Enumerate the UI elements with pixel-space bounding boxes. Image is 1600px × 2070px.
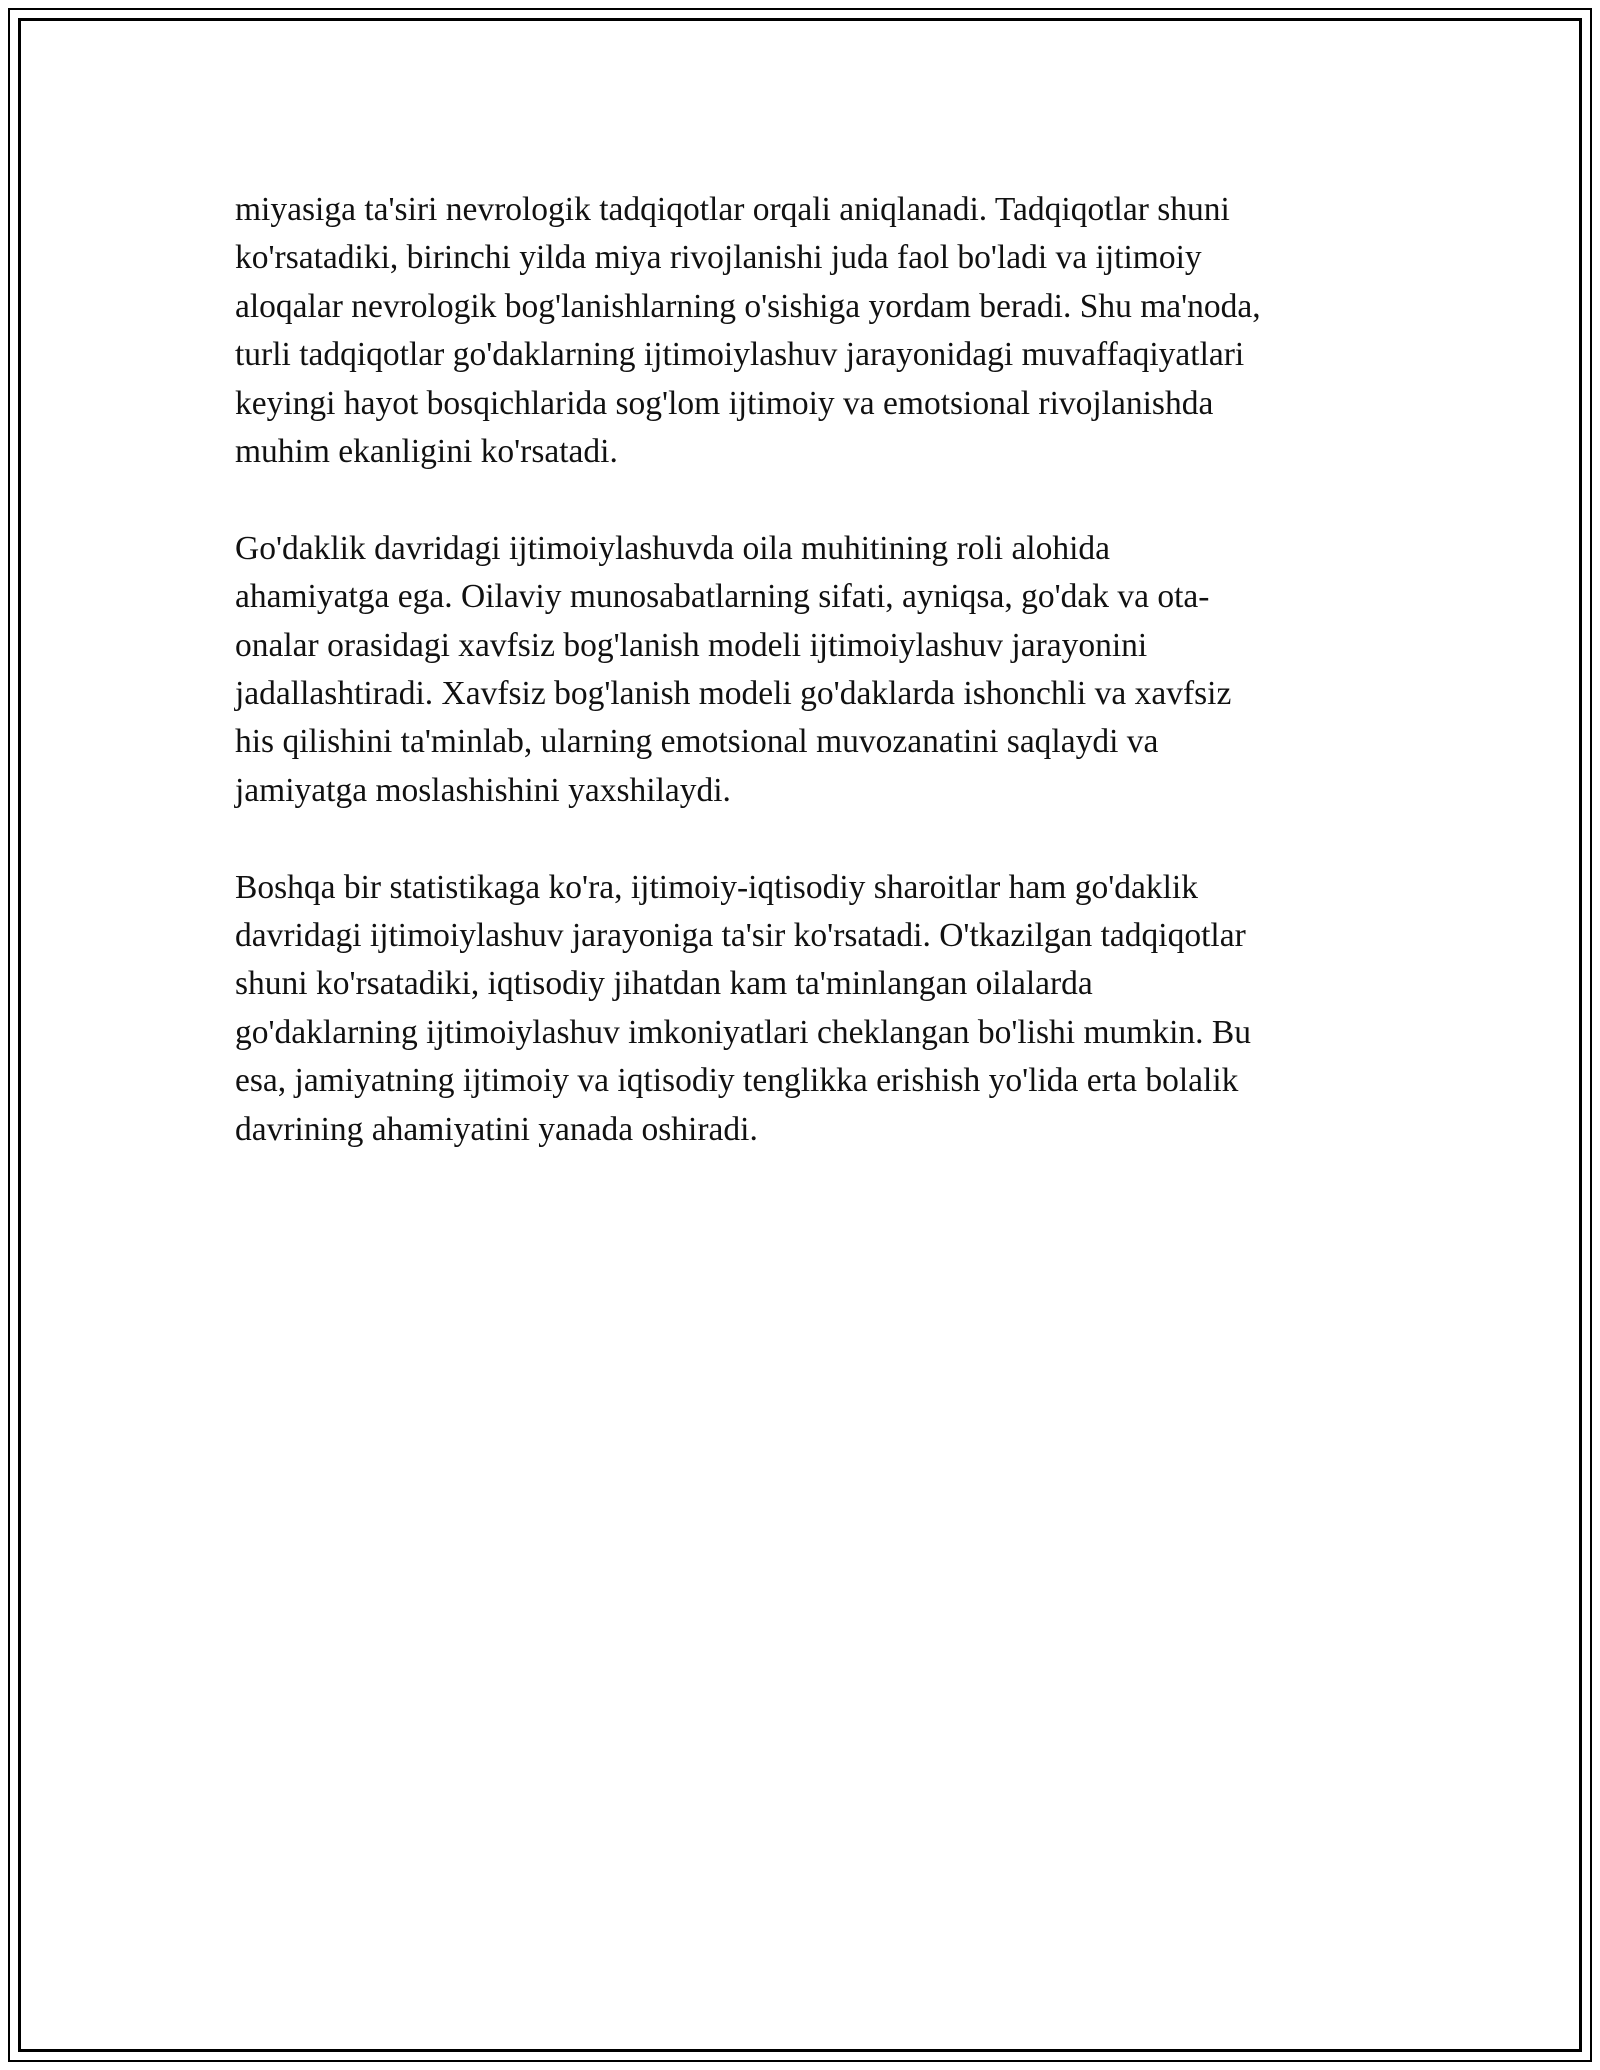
document-body [235, 186, 1365, 1202]
paragraph-2: Go'daklik davridagi ijtimoiylashuvda oila muhitining roli alohida ahamiyatga ega. Oilaviy munosabatlarning sifati, ayniqsa, go'dak va ota- onalar orasidagi xavfsiz bog'lanish modeli ijtimoiylashuv jarayonini jadallashtiradi. Xavfsiz bog'lanish modeli go'daklarda ishonchli va xavfsiz his qilishini ta'minlab, ularning emotsional muvozanatini saqlaydi va jamiyatga moslashishini yaxshilaydi. [235, 529, 1232, 809]
paragraph-1: miyasiga ta'siri nevrologik tadqiqotlar orqali aniqlanadi. Tadqiqotlar shuni ko'rsatadiki, birinchi yilda miya rivojlanishi juda faol bo'ladi va ijtimoiy aloqalar nevrologik bog'lanishlarning o'sishiga yordam beradi. Shu ma'noda, turli tadqiqotlar go'daklarning ijtimoiylashuv jarayonidagi muvaffaqiyatlari keyingi hayot bosqichlarida sog'lom ijtimoiy va emotsional rivojlanishda muhim ekanligini ko'rsatadi. [235, 191, 1261, 471]
paragraph-3: Boshqa bir statistikaga ko'ra, ijtimoiy-iqtisodiy sharoitlar ham go'daklik davridagi ijtimoiylashuv jarayoniga ta'sir ko'rsatadi. O'tkazilgan tadqiqotlar shuni ko'rsatadiki, iqtisodiy jihatdan kam ta'minlangan oilalarda go'daklarning ijtimoiylashuv imkoniyatlari cheklangan bo'lishi mumkin. Bu esa, jamiyatning ijtimoiy va iqtisodiy tenglikka erishish yo'lida erta bolalik davrining ahamiyatini yanada oshiradi. [235, 868, 1252, 1148]
